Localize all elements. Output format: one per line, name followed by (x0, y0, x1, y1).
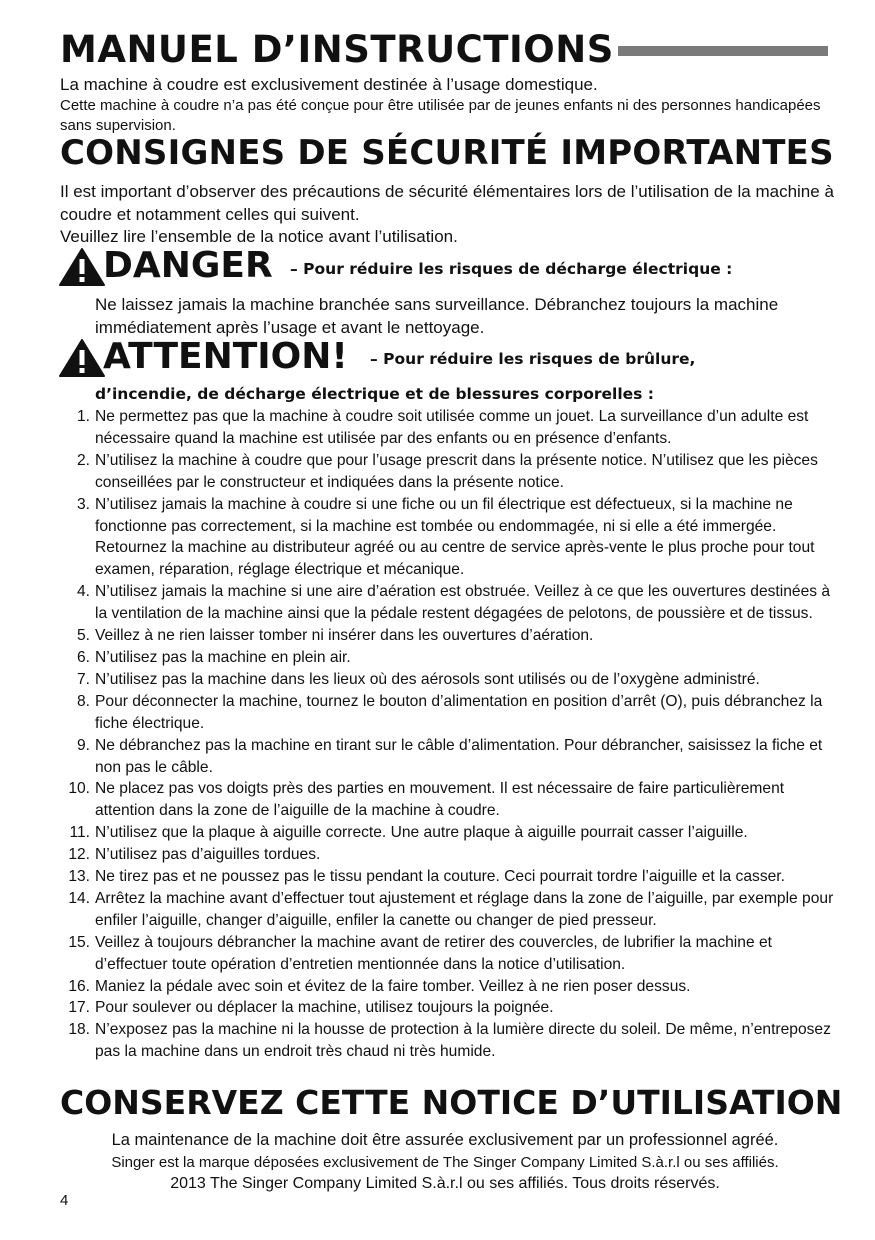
danger-text: Ne laissez jamais la machine branchée sans surveillance. Débranchez toujours la machine immédiatement après l’usage et avant le nettoyage. (95, 295, 779, 337)
list-item (60, 888, 840, 932)
footer-trademark: Singer est la marque déposées exclusivement de The Singer Company Limited S.à.r.l ou ses affiliés. (111, 1153, 779, 1171)
page-title: MANUEL D’INSTRUCTIONS (60, 28, 614, 71)
page-number: 4 (60, 1192, 69, 1209)
item-text: Pour déconnecter la machine, tournez le bouton d’alimentation en position d’arrêt (O), puis débranchez la fiche électrique. (95, 692, 823, 732)
list-item (60, 1019, 840, 1063)
list-item (60, 450, 840, 494)
list-item (60, 866, 840, 888)
safety-intro-2: Veuillez lire l’ensemble de la notice avant l’utilisation. (60, 227, 458, 246)
intro-domestic: La machine à coudre est exclusivement destinée à l’usage domestique. (60, 75, 598, 94)
safety-heading: CONSIGNES DE SÉCURITÉ IMPORTANTES (60, 133, 834, 173)
item-number: 3. (76, 495, 90, 513)
item-number: 9. (76, 736, 90, 754)
list-item (60, 822, 840, 844)
item-text: N’utilisez pas la machine dans les lieux où des aérosols sont utilisés ou de l’oxygène administré. (95, 670, 760, 688)
item-number: 5. (76, 627, 90, 645)
attention-subtitle-2: d’incendie, de décharge électrique et de blessures corporelles : (95, 385, 654, 403)
list-item (60, 406, 840, 450)
danger-warning-icon (58, 247, 106, 287)
item-number: 4. (76, 583, 90, 601)
intro-children: Cette machine à coudre n’a pas été conçue pour être utilisée par de jeunes enfants ni des personnes handicapées sans supervision. (60, 97, 821, 134)
attention-label: ATTENTION! (103, 336, 348, 377)
item-text: Arrêtez la machine avant d’effectuer tout ajustement et réglage dans la zone de l’aiguille, par exemple pour enfiler l’aiguille, changer d’aiguille, enfiler la canette ou changer de pied presseur. (95, 889, 834, 929)
item-text: Pour soulever ou déplacer la machine, utilisez toujours la poignée. (95, 999, 554, 1017)
list-item (60, 778, 840, 822)
item-text: N’utilisez jamais la machine à coudre si une fiche ou un fil électrique est défectueux, si la machine ne fonctionne pas correctement, si la machine est tombée ou endommagée, ni si elle a été immergée. Retournez la machine au distributeur agréé ou au centre de service après-vente le plus proche pour tout examen, réparation, réglage électrique et mécanique. (95, 495, 815, 579)
item-text: N’utilisez pas la machine en plein air. (95, 648, 351, 666)
item-number: 17. (68, 999, 90, 1017)
title-rule (618, 46, 828, 56)
item-number: 14. (68, 889, 90, 907)
item-number: 8. (76, 692, 90, 710)
safety-intro (60, 181, 850, 249)
item-text: Ne permettez pas que la machine à coudre soit utilisée comme un jouet. La surveillance d’un adulte est nécessaire quand la machine est utilisée par des enfants ou en présence d’enfants. (95, 408, 809, 447)
item-text: N’exposez pas la machine ni la housse de protection à la lumière directe du soleil. De même, n’entreposez pas la machine dans un endroit très chaud ni très humide. (95, 1021, 831, 1061)
item-number: 13. (68, 868, 90, 886)
item-text: Veillez à toujours débrancher la machine avant de retirer des couvercles, de lubrifier la machine et d’effectuer toute opération d’entretien mentionnée dans la notice d’utilisation. (95, 933, 772, 973)
attention-subtitle-1: – Pour réduire les risques de brûlure, (370, 350, 696, 368)
footer-copyright: 2013 The Singer Company Limited S.à.r.l ou ses affiliés. Tous droits réservés. (170, 1175, 720, 1192)
list-item (60, 625, 840, 647)
danger-subtitle: – Pour réduire les risques de décharge électrique : (290, 260, 733, 278)
item-number: 6. (76, 648, 90, 666)
item-number: 12. (68, 846, 90, 864)
danger-label: DANGER (103, 245, 273, 286)
item-text: N’utilisez la machine à coudre que pour l’usage prescrit dans la présente notice. N’utilisez que les pièces conseillées par le constructeur et indiquées dans la présente notice. (95, 451, 818, 491)
list-item (60, 647, 840, 669)
attention-warning-icon (58, 338, 106, 378)
item-text: N’utilisez pas d’aiguilles tordues. (95, 846, 321, 864)
item-number: 7. (76, 670, 90, 688)
list-item (60, 581, 840, 625)
list-item (60, 735, 840, 779)
item-number: 11. (69, 824, 90, 842)
list-item (60, 494, 840, 582)
list-item (60, 976, 840, 998)
footer (40, 1130, 850, 1195)
list-item (60, 844, 840, 866)
item-text: Ne placez pas vos doigts près des parties en mouvement. Il est nécessaire de faire particulièrement attention dans la zone de l’aiguille de la machine à coudre. (95, 780, 785, 820)
list-item (60, 932, 840, 976)
item-text: Veillez à ne rien laisser tomber ni insérer dans les ouvertures d’aération. (95, 627, 594, 645)
keep-notice-heading: CONSERVEZ CETTE NOTICE D’UTILISATION (60, 1083, 843, 1122)
item-text: Maniez la pédale avec soin et évitez de la faire tomber. Veillez à ne rien poser dessus. (95, 977, 691, 995)
item-text: N’utilisez que la plaque à aiguille correcte. Une autre plaque à aiguille pourrait casser l’aiguille. (95, 824, 748, 842)
list-item (60, 669, 840, 691)
item-text: N’utilisez jamais la machine si une aire d’aération est obstruée. Veillez à ce que les ouvertures destinées à la ventilation de la machine ainsi que la pédale restent dégagées de pelotons, de poussière et de tissus. (95, 583, 831, 623)
item-number: 2. (76, 451, 90, 469)
item-number: 15. (68, 933, 90, 951)
safety-instructions-list (60, 406, 840, 1063)
list-item (60, 997, 840, 1019)
item-number: 1. (76, 408, 90, 425)
footer-maintenance: La maintenance de la machine doit être assurée exclusivement par un professionnel agréé. (111, 1131, 779, 1149)
item-number: 18. (68, 1021, 90, 1039)
safety-intro-1: Il est important d’observer des précautions de sécurité élémentaires lors de l’utilisation de la machine à coudre et notamment celles qui suivent. (60, 182, 834, 224)
list-item (60, 691, 840, 735)
item-text: Ne débranchez pas la machine en tirant sur le câble d’alimentation. Pour débrancher, saisissez la fiche et non pas le câble. (95, 736, 823, 776)
item-number: 16. (68, 977, 90, 995)
item-number: 10. (68, 780, 90, 798)
item-text: Ne tirez pas et ne poussez pas le tissu pendant la couture. Ceci pourrait tordre l’aiguille et la casser. (95, 868, 785, 886)
